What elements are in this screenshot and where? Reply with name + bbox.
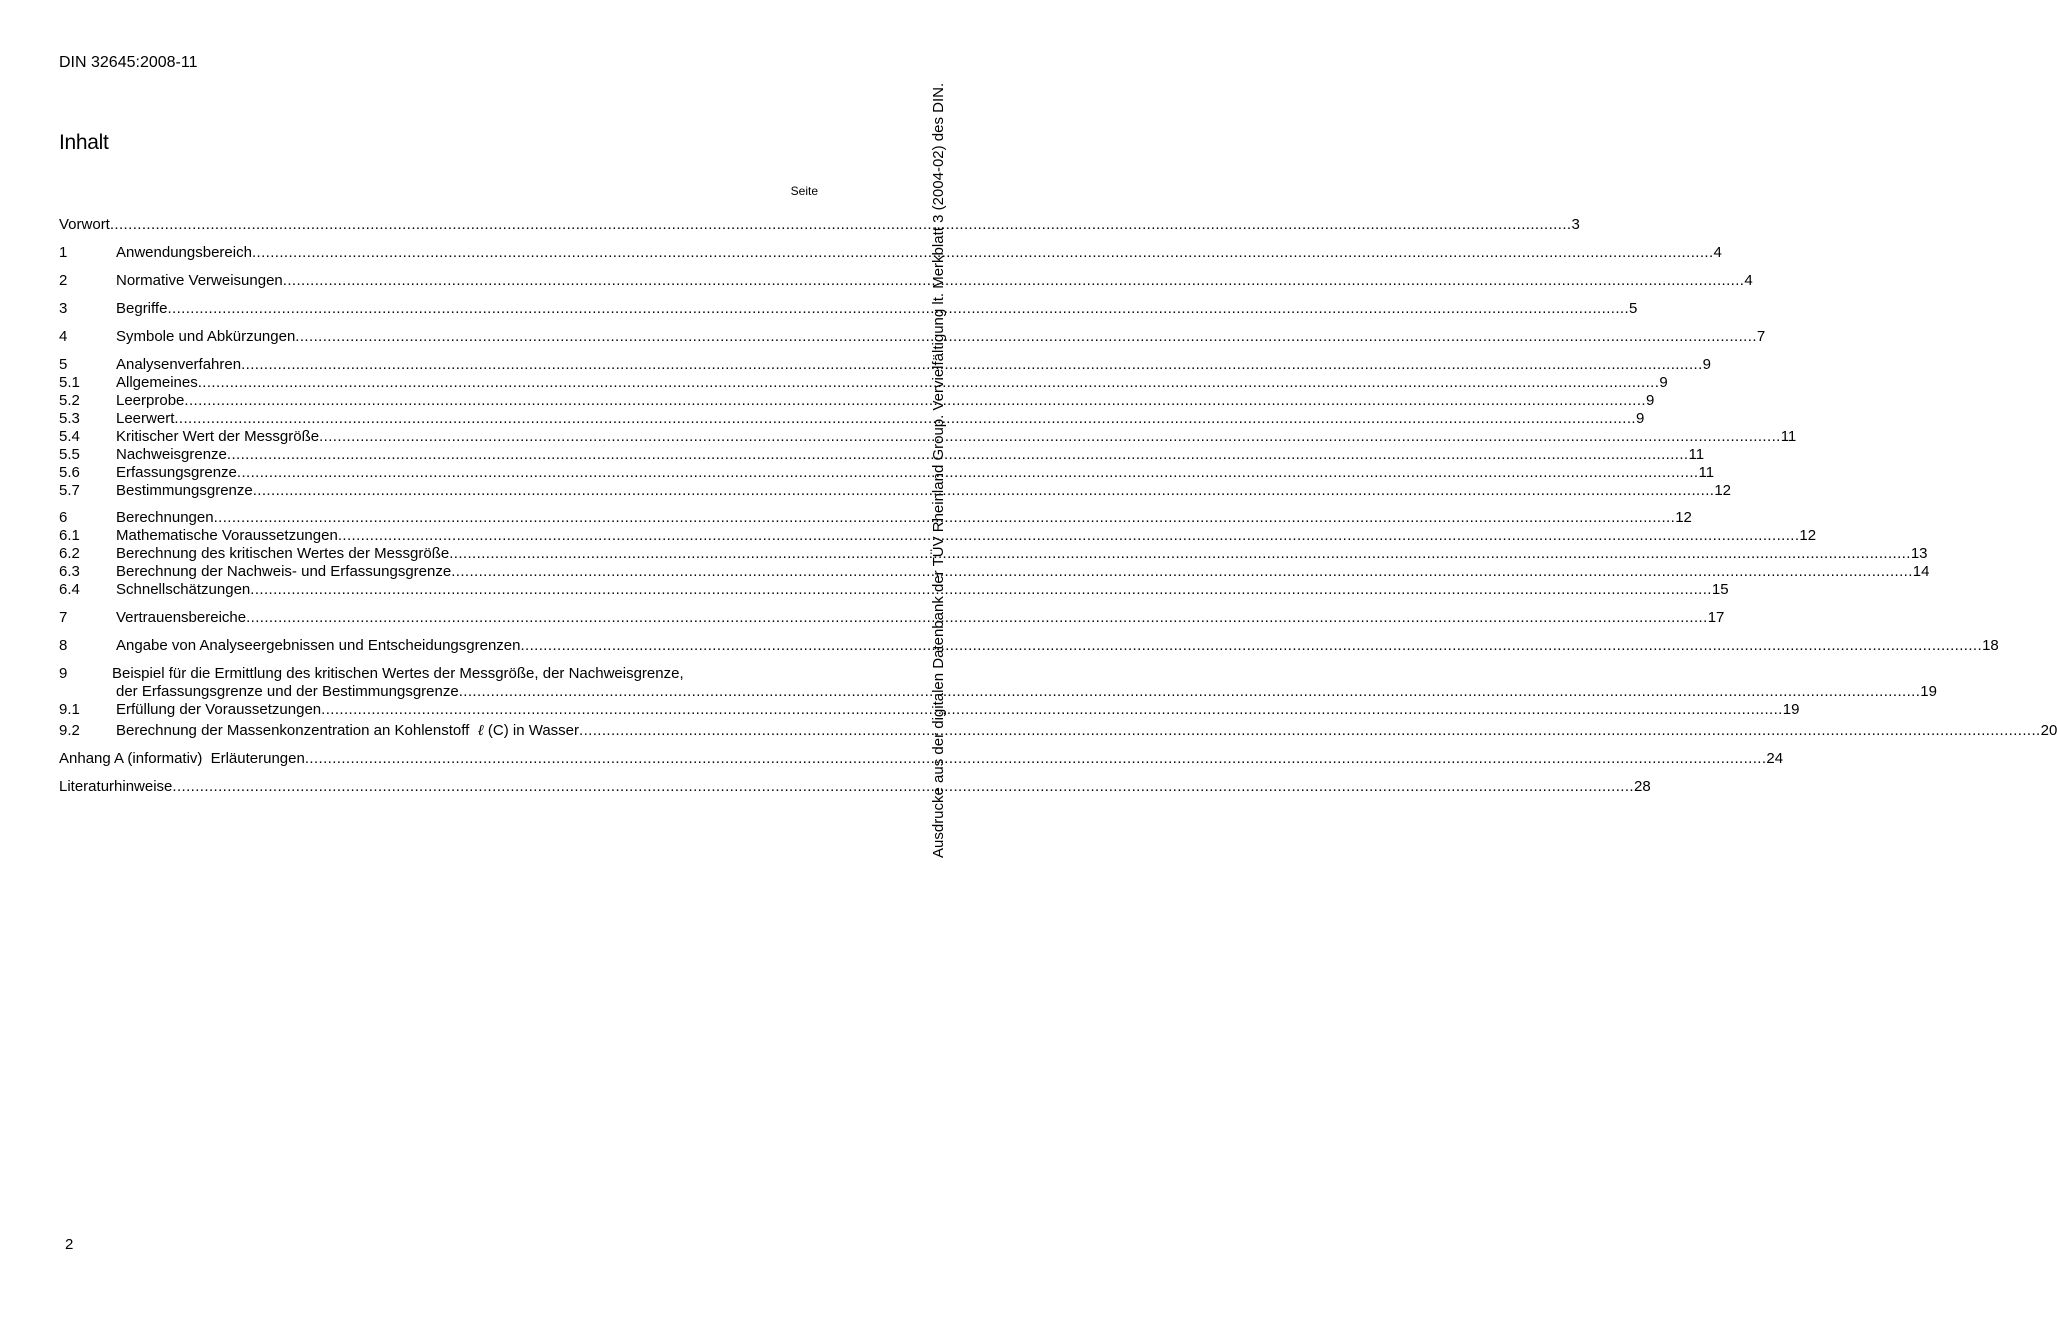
dot-leader	[241, 356, 1703, 374]
toc-page: 20	[2040, 722, 2057, 739]
toc-title: Kritischer Wert der Messgröße	[116, 428, 320, 445]
toc-title: Vorwort	[59, 216, 110, 233]
toc-title: Berechnung der Nachweis- und Erfassungsgrenze	[116, 563, 452, 580]
toc-page: 13	[1910, 545, 1928, 562]
dot-leader	[174, 410, 1636, 428]
toc-page: 14	[1912, 563, 1930, 580]
toc-number: 8	[59, 637, 68, 654]
toc-number: 6.1	[59, 527, 80, 544]
annex-type: (informativ)	[127, 750, 203, 767]
toc-number: 5.4	[59, 428, 80, 445]
toc-number: 5.5	[59, 446, 80, 463]
toc-entry-8[interactable]	[59, 637, 1999, 655]
dot-leader	[172, 778, 1634, 796]
toc-title: Symbole und Abkürzungen	[116, 328, 296, 345]
toc-title: Analysenverfahren	[116, 356, 242, 373]
dot-leader	[110, 216, 1572, 234]
toc-entry-5-7[interactable]	[59, 482, 1732, 500]
toc-entry-6-2[interactable]	[59, 545, 1928, 563]
toc-entry-9-1[interactable]	[59, 701, 1800, 719]
toc-page: 3	[1571, 216, 1580, 233]
toc-title	[59, 750, 305, 768]
toc-title: Erfüllung der Voraussetzungen	[116, 701, 322, 718]
toc-page: 12	[1714, 482, 1732, 499]
toc-number: 5.2	[59, 392, 80, 409]
toc-number: 6.4	[59, 581, 80, 598]
dot-leader	[227, 446, 1689, 464]
dot-leader	[338, 527, 1800, 545]
dot-leader	[579, 722, 2041, 740]
toc-page: 9	[1659, 374, 1668, 391]
toc-number: 6.3	[59, 563, 80, 580]
toc-entry-5-2[interactable]	[59, 392, 1655, 410]
toc-page: 18	[1982, 637, 1999, 654]
toc-page: 19	[1920, 683, 1937, 700]
dot-leader	[451, 563, 1913, 581]
toc-page: 4	[1713, 244, 1722, 261]
toc-number: 6	[59, 509, 68, 526]
annex-title: Erläuterungen	[210, 750, 305, 767]
toc-page: 9	[1645, 392, 1655, 409]
dot-leader	[246, 609, 1708, 627]
toc-title: Normative Verweisungen	[116, 272, 283, 289]
toc-entry-6-4[interactable]	[59, 581, 1729, 599]
toc-entry-7[interactable]	[59, 609, 1725, 627]
toc-number: 6.2	[59, 545, 80, 562]
dot-leader	[184, 392, 1646, 410]
toc-page: 17	[1707, 609, 1725, 626]
toc-number: 5.3	[59, 410, 80, 427]
toc-page: 24	[1766, 750, 1784, 767]
toc-page: 11	[1698, 464, 1715, 481]
toc-entry-5-1[interactable]	[59, 374, 1668, 392]
toc-number: 2	[59, 272, 68, 289]
toc-entry-1[interactable]	[59, 244, 1722, 262]
toc-number: 5	[59, 356, 68, 373]
toc-page: 15	[1711, 581, 1729, 598]
toc-page: 9	[1635, 410, 1645, 427]
dot-leader	[459, 683, 1921, 701]
toc-title-pre: Berechnung der Massenkonzentration an Kohlenstoff	[116, 722, 470, 739]
toc-entry-6-1[interactable]	[59, 527, 1817, 545]
toc-title: Vertrauensbereiche	[116, 609, 247, 626]
toc-title-line-1: Beispiel für die Ermittlung des kritischen Wertes der Messgröße, der Nachweisgrenze,	[112, 665, 684, 682]
toc-entry-vorwort[interactable]	[59, 216, 1580, 234]
page-heading: Inhalt	[59, 131, 109, 154]
toc-title: Berechnungen	[116, 509, 214, 526]
toc-title: Bestimmungsgrenze	[116, 482, 253, 499]
toc-entry-6[interactable]	[59, 509, 1692, 527]
toc-title	[116, 721, 579, 740]
toc-number: 3	[59, 300, 68, 317]
toc-title: Mathematische Voraussetzungen	[116, 527, 338, 544]
toc-page: 12	[1799, 527, 1817, 544]
toc-number: 1	[59, 244, 68, 261]
toc-page: 12	[1675, 509, 1692, 526]
dot-leader	[295, 328, 1757, 346]
toc-page: 11	[1780, 428, 1797, 445]
dot-leader	[520, 637, 1982, 655]
document-id: DIN 32645:2008-11	[59, 54, 198, 71]
sidebar-watermark-text: Ausdrucke aus der digitalen Datenbank der TÜV Rheinland Group. Vervielfältigung lt. Merkblatt 3 (2004-02) des DIN.	[930, 82, 947, 858]
dot-leader	[252, 244, 1714, 262]
toc-number: 5.6	[59, 464, 80, 481]
symbol-argument: (C)	[487, 722, 509, 739]
toc-title: Erfassungsgrenze	[116, 464, 237, 481]
toc-title: Schnellschätzungen	[116, 581, 251, 598]
toc-page: 9	[1702, 356, 1712, 373]
toc-entry-5-6[interactable]	[59, 464, 1715, 482]
toc-page: 19	[1782, 701, 1800, 718]
toc-number: 4	[59, 328, 68, 345]
toc-title: Anwendungsbereich	[116, 244, 252, 261]
toc-entry-4[interactable]	[59, 328, 1766, 346]
toc-title-line-2: der Erfassungsgrenze und der Bestimmungsgrenze	[116, 683, 459, 700]
toc-number: 9	[59, 665, 68, 682]
toc-title: Leerwert	[116, 410, 175, 427]
toc-number: 9.2	[59, 722, 80, 739]
toc-title: Nachweisgrenze	[116, 446, 227, 463]
toc-entry-5-5[interactable]	[59, 446, 1705, 464]
dot-leader	[321, 701, 1783, 719]
toc-page: 7	[1756, 328, 1766, 345]
toc-title: Leerprobe	[116, 392, 185, 409]
toc-entry-9-2[interactable]	[59, 721, 2057, 740]
toc-title: Begriffe	[116, 300, 168, 317]
toc-page: 11	[1688, 446, 1705, 463]
toc-number: 5.7	[59, 482, 80, 499]
toc-title: Allgemeines	[116, 374, 198, 391]
dot-leader	[449, 545, 1911, 563]
toc-entry-anhang-a[interactable]	[59, 750, 1784, 768]
toc-entry-5-4[interactable]	[59, 428, 1797, 446]
annex-label: Anhang A	[59, 750, 124, 767]
dot-leader	[283, 272, 1745, 290]
toc-title: Berechnung des kritischen Wertes der Messgröße	[116, 545, 450, 562]
toc-entry-2[interactable]	[59, 272, 1753, 290]
toc-title-post: in Wasser	[512, 722, 580, 739]
seite-label: Seite	[790, 184, 818, 198]
toc-page: 4	[1744, 272, 1753, 289]
toc-page: 5	[1629, 300, 1638, 317]
toc-page: 28	[1634, 778, 1651, 795]
dot-leader	[198, 374, 1660, 392]
toc-number: 7	[59, 609, 68, 626]
dot-leader	[305, 750, 1767, 768]
toc-entry-5-3[interactable]	[59, 410, 1645, 428]
toc-entry-5[interactable]	[59, 356, 1712, 374]
rho-symbol: ℓ	[477, 721, 484, 739]
toc-number: 9.1	[59, 701, 80, 718]
toc-number: 5.1	[59, 374, 80, 391]
dot-leader	[253, 482, 1715, 500]
dot-leader	[319, 428, 1781, 446]
toc-entry-9[interactable]	[59, 665, 1937, 701]
toc-title: Angabe von Analyseergebnissen und Entscheidungsgrenzen	[116, 637, 521, 654]
toc-title: Literaturhinweise	[59, 778, 173, 795]
dot-leader	[167, 300, 1629, 318]
toc-entry-literatur[interactable]	[59, 778, 1651, 796]
toc-entry-6-3[interactable]	[59, 563, 1930, 581]
toc-entry-3[interactable]	[59, 300, 1638, 318]
page-number: 2	[65, 1236, 74, 1253]
dot-leader	[237, 464, 1699, 482]
dot-leader	[250, 581, 1712, 599]
